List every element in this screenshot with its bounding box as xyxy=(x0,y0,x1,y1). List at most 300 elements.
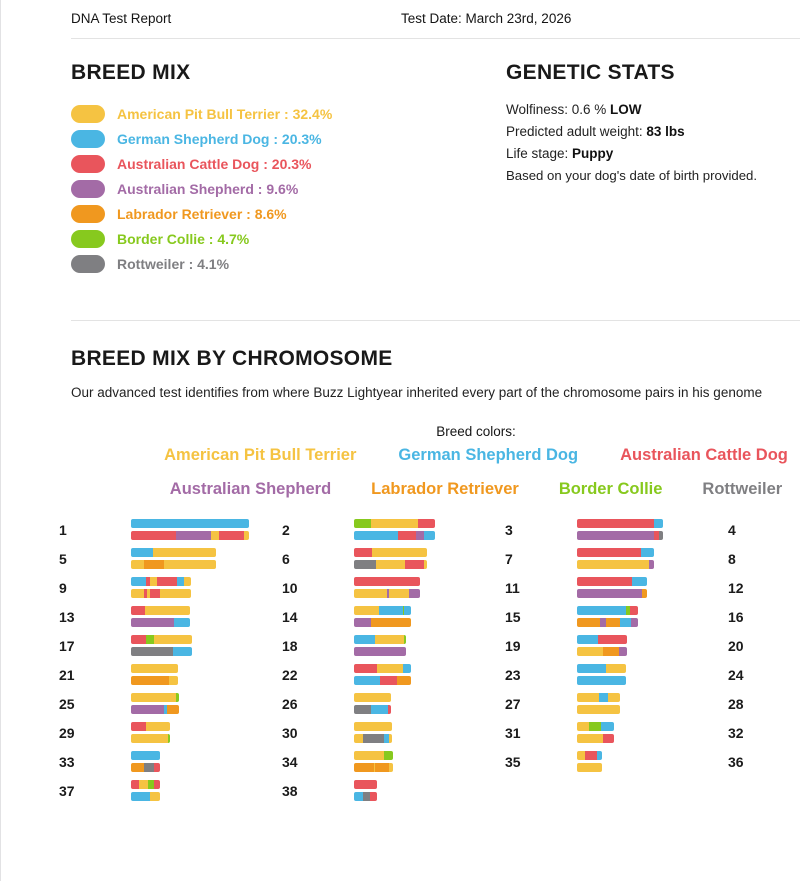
chromosome-37 xyxy=(59,780,282,801)
bar-segment-blue xyxy=(577,606,626,615)
chromosome-number: 35 xyxy=(505,753,521,770)
bar-segment-green xyxy=(146,635,154,644)
legend-breed-rottweiler: Rottweiler xyxy=(702,480,783,498)
chromosome-number: 3 xyxy=(505,521,513,538)
bar-segment-yellow xyxy=(154,635,192,644)
chromosome-number: 4 xyxy=(728,521,736,538)
report-header xyxy=(1,0,800,27)
bar-segment-red xyxy=(131,531,176,540)
bar-segment-yellow xyxy=(372,548,427,557)
chromosome-bar-pair xyxy=(577,577,647,598)
bar-segment-blue xyxy=(131,751,160,760)
bar-segment-gray xyxy=(363,734,384,743)
chromosome-4 xyxy=(728,519,800,540)
chromosome-bar-top xyxy=(354,635,406,644)
test-date: Test Date: March 23rd, 2026 xyxy=(401,11,572,26)
bar-segment-red xyxy=(154,763,160,772)
chromosome-bar-bottom xyxy=(131,618,190,627)
bar-segment-yellow xyxy=(164,560,216,569)
bar-segment-red xyxy=(154,780,160,789)
chromosome-description: Our advanced test identifies from where Buzz Lightyear inherited every part of the chromosome pairs in his genome xyxy=(71,385,763,400)
chromosome-heading: BREED MIX BY CHROMOSOME xyxy=(71,347,393,370)
bar-segment-yellow xyxy=(354,589,387,598)
chromosome-bar-bottom xyxy=(354,531,435,540)
chromosome-24 xyxy=(728,664,800,685)
bar-segment-purple xyxy=(176,531,211,540)
bar-segment-blue xyxy=(577,635,598,644)
chromosome-number: 10 xyxy=(282,579,298,596)
chromosome-number: 17 xyxy=(59,637,75,654)
bar-segment-blue xyxy=(641,548,654,557)
chromosome-bar-top xyxy=(354,751,393,760)
bar-segment-red xyxy=(131,606,145,615)
bar-segment-blue xyxy=(379,606,403,615)
chromosome-bar-bottom xyxy=(131,676,178,685)
chromosome-bar-pair xyxy=(131,780,160,801)
chromosome-36 xyxy=(728,751,800,772)
chromosome-bar-bottom xyxy=(577,531,663,540)
chromosome-number: 22 xyxy=(282,666,298,683)
bar-segment-red xyxy=(577,519,654,528)
breed-mix-item-rottweiler xyxy=(71,251,506,276)
bar-segment-yellow xyxy=(354,722,392,731)
bar-segment-orange xyxy=(144,560,164,569)
breed-mix-item-australian-cattle-dog xyxy=(71,151,506,176)
bar-segment-purple xyxy=(631,618,638,627)
chromosome-3 xyxy=(505,519,728,540)
breed-colors-legend xyxy=(71,424,800,499)
chromosome-number: 29 xyxy=(59,724,75,741)
bar-segment-orange xyxy=(131,763,144,772)
chromosome-bar-top xyxy=(354,780,377,789)
bar-segment-yellow xyxy=(354,751,384,760)
bar-segment-yellow xyxy=(150,792,160,801)
breed-color-pill xyxy=(71,255,105,273)
stat-value: LOW xyxy=(610,102,642,117)
chromosome-bar-pair xyxy=(131,577,191,598)
bar-segment-blue xyxy=(403,664,411,673)
chromosome-29 xyxy=(59,722,282,743)
chromosome-bar-pair xyxy=(131,548,216,569)
bar-segment-green xyxy=(176,693,179,702)
bar-segment-blue xyxy=(354,531,398,540)
chromosome-number: 32 xyxy=(728,724,744,741)
chromosome-bar-pair xyxy=(577,519,663,540)
chromosome-31 xyxy=(505,722,728,743)
summary-section xyxy=(1,39,800,276)
legend-breed-australian-cattle-dog: Australian Cattle Dog xyxy=(620,446,788,464)
bar-segment-blue xyxy=(597,751,602,760)
bar-segment-blue xyxy=(632,577,647,586)
bar-segment-yellow xyxy=(169,676,178,685)
chromosome-number: 26 xyxy=(282,695,298,712)
chromosome-number: 5 xyxy=(59,550,67,567)
chromosome-number: 11 xyxy=(505,579,520,596)
chromosome-bar-top xyxy=(577,635,627,644)
chromosome-number: 25 xyxy=(59,695,75,712)
breed-mix-item-labrador-retriever xyxy=(71,201,506,226)
genetic-stats-panel xyxy=(506,61,800,276)
bar-segment-yellow xyxy=(354,734,363,743)
chromosome-bar-bottom xyxy=(131,560,216,569)
bar-segment-gray xyxy=(363,792,370,801)
chromosome-bar-pair xyxy=(577,693,620,714)
breed-colors-row-1 xyxy=(71,446,800,465)
chromosome-bar-bottom xyxy=(131,792,160,801)
bar-segment-yellow xyxy=(145,606,190,615)
chromosome-number: 14 xyxy=(282,608,298,625)
bar-segment-orange xyxy=(354,763,374,772)
stat-value: 83 lbs xyxy=(646,124,685,139)
breed-mix-item-australian-shepherd xyxy=(71,176,506,201)
chromosome-bar-top xyxy=(131,519,249,528)
bar-segment-purple xyxy=(354,618,371,627)
chromosome-9 xyxy=(59,577,282,598)
chromosome-35 xyxy=(505,751,728,772)
chromosome-bar-bottom xyxy=(577,560,654,569)
bar-segment-green xyxy=(354,519,371,528)
chromosome-bar-pair xyxy=(577,606,638,627)
chromosome-bar-pair xyxy=(131,664,178,685)
report-title: DNA Test Report xyxy=(71,11,172,26)
chromosome-5 xyxy=(59,548,282,569)
bar-segment-purple xyxy=(354,647,406,656)
bar-segment-yellow xyxy=(577,705,620,714)
chromosome-number: 18 xyxy=(282,637,298,654)
bar-segment-blue xyxy=(601,722,614,731)
chromosome-number: 21 xyxy=(59,666,75,683)
chromosome-26 xyxy=(282,693,505,714)
chromosome-bar-top xyxy=(131,664,178,673)
bar-segment-yellow xyxy=(131,734,168,743)
bar-segment-yellow xyxy=(146,722,170,731)
bar-segment-yellow xyxy=(153,548,216,557)
chromosome-bar-pair xyxy=(131,519,249,540)
bar-segment-yellow xyxy=(354,606,379,615)
bar-segment-yellow xyxy=(375,635,404,644)
bar-segment-yellow xyxy=(577,647,603,656)
chromosome-bar-pair xyxy=(131,751,160,772)
chromosome-bar-top xyxy=(131,693,179,702)
chromosome-bar-bottom xyxy=(577,705,620,714)
stat-value: Puppy xyxy=(572,146,614,161)
bar-segment-yellow xyxy=(424,560,427,569)
breed-mix-label: Rottweiler : 4.1% xyxy=(117,255,230,272)
bar-segment-yellow xyxy=(371,519,418,528)
chromosome-bar-bottom xyxy=(131,705,179,714)
chromosome-number: 8 xyxy=(728,550,736,567)
bar-segment-orange xyxy=(603,647,619,656)
legend-breed-australian-shepherd: Australian Shepherd xyxy=(169,480,332,498)
chromosome-number: 37 xyxy=(59,782,75,799)
breed-mix-item-border-collie xyxy=(71,226,506,251)
chromosome-bar-bottom xyxy=(354,560,427,569)
bar-segment-red xyxy=(603,734,614,743)
breed-mix-label: American Pit Bull Terrier : 32.4% xyxy=(117,105,333,122)
chromosome-bar-top xyxy=(131,635,192,644)
bar-segment-red xyxy=(418,519,435,528)
breed-mix-item-american-pit-bull-terrier xyxy=(71,101,506,126)
chromosome-7 xyxy=(505,548,728,569)
bar-segment-yellow xyxy=(150,577,157,586)
chromosome-number: 19 xyxy=(505,637,521,654)
chromosome-bar-bottom xyxy=(131,589,191,598)
bar-segment-green xyxy=(384,751,393,760)
chromosome-38 xyxy=(282,780,505,801)
chromosome-bar-pair xyxy=(131,635,192,656)
bar-segment-red xyxy=(370,792,377,801)
chromosome-bar-pair xyxy=(354,751,393,772)
bar-segment-red xyxy=(354,577,420,586)
chromosome-bar-pair xyxy=(131,606,190,627)
chromosome-32 xyxy=(728,722,800,743)
chromosome-bar-top xyxy=(577,722,614,731)
bar-segment-orange xyxy=(606,618,620,627)
bar-segment-red xyxy=(354,664,377,673)
chromosome-number: 36 xyxy=(728,753,744,770)
legend-breed-german-shepherd-dog: German Shepherd Dog xyxy=(398,446,579,464)
breed-color-pill xyxy=(71,230,105,248)
bar-segment-red xyxy=(398,531,416,540)
legend-breed-border-collie: Border Collie xyxy=(558,480,663,498)
bar-segment-red xyxy=(150,589,160,598)
bar-segment-purple xyxy=(619,647,627,656)
chromosome-bar-pair xyxy=(354,635,406,656)
breed-mix-label: Australian Cattle Dog : 20.3% xyxy=(117,155,312,172)
chromosome-33 xyxy=(59,751,282,772)
bar-segment-orange xyxy=(375,763,389,772)
chromosome-number: 1 xyxy=(59,521,67,538)
bar-segment-yellow xyxy=(608,693,620,702)
bar-segment-yellow xyxy=(377,664,403,673)
chromosome-bar-pair xyxy=(354,780,377,801)
chromosome-bar-pair xyxy=(131,722,170,743)
bar-segment-yellow xyxy=(131,693,176,702)
chromosome-15 xyxy=(505,606,728,627)
chromosome-bar-pair xyxy=(354,548,427,569)
chromosome-30 xyxy=(282,722,505,743)
chromosome-bar-top xyxy=(577,606,638,615)
chromosome-8 xyxy=(728,548,800,569)
chromosome-bar-pair xyxy=(354,577,420,598)
chromosome-2 xyxy=(282,519,505,540)
chromosome-bar-bottom xyxy=(577,734,614,743)
breed-mix-item-german-shepherd-dog xyxy=(71,126,506,151)
chromosome-number: 6 xyxy=(282,550,290,567)
chromosome-19 xyxy=(505,635,728,656)
bar-segment-red xyxy=(388,705,391,714)
bar-segment-red xyxy=(157,577,177,586)
chromosome-bar-bottom xyxy=(131,531,249,540)
chromosome-17 xyxy=(59,635,282,656)
bar-segment-red xyxy=(131,780,139,789)
genetic-stats-heading: GENETIC STATS xyxy=(506,61,675,84)
chromosome-bar-top xyxy=(354,722,392,731)
bar-segment-yellow xyxy=(184,577,191,586)
chromosome-23 xyxy=(505,664,728,685)
bar-segment-yellow xyxy=(354,693,391,702)
bar-segment-blue xyxy=(354,792,363,801)
bar-segment-blue xyxy=(131,519,249,528)
bar-segment-yellow xyxy=(577,751,585,760)
bar-segment-red xyxy=(585,751,597,760)
breed-color-pill xyxy=(71,130,105,148)
chromosome-bar-bottom xyxy=(354,647,406,656)
bar-segment-green xyxy=(168,734,170,743)
legend-breed-labrador-retriever: Labrador Retriever xyxy=(371,480,519,498)
breed-color-pill xyxy=(71,205,105,223)
chromosome-bar-bottom xyxy=(354,705,391,714)
chromosome-bar-pair xyxy=(354,722,392,743)
chromosome-34 xyxy=(282,751,505,772)
bar-segment-blue xyxy=(354,676,380,685)
chromosome-27 xyxy=(505,693,728,714)
bar-segment-yellow xyxy=(131,664,178,673)
bar-segment-red xyxy=(380,676,397,685)
chromosome-bar-top xyxy=(354,577,420,586)
bar-segment-blue xyxy=(131,577,146,586)
bar-segment-purple xyxy=(131,618,174,627)
chromosome-bar-pair xyxy=(577,751,602,772)
bar-segment-orange xyxy=(131,676,169,685)
stat-label: Life stage: xyxy=(506,146,573,161)
chromosome-bar-bottom xyxy=(354,792,377,801)
bar-segment-blue xyxy=(599,693,608,702)
chromosome-bar-pair xyxy=(131,693,179,714)
chromosome-number: 2 xyxy=(282,521,290,538)
chromosome-bar-top xyxy=(131,722,170,731)
bar-segment-blue xyxy=(620,618,631,627)
bar-segment-orange xyxy=(397,676,411,685)
chromosome-bar-top xyxy=(577,519,663,528)
bar-segment-purple xyxy=(649,560,654,569)
chromosome-bar-bottom xyxy=(577,763,602,772)
chromosome-bar-pair xyxy=(577,548,654,569)
chromosome-bar-pair xyxy=(577,664,626,685)
bar-segment-orange xyxy=(371,618,411,627)
chromosome-number: 23 xyxy=(505,666,521,683)
chromosome-25 xyxy=(59,693,282,714)
chromosome-bar-top xyxy=(577,751,602,760)
chromosome-bar-top xyxy=(131,606,190,615)
bar-segment-yellow xyxy=(139,780,148,789)
breed-mix-panel xyxy=(71,61,506,276)
bar-segment-blue xyxy=(177,577,184,586)
chromosome-6 xyxy=(282,548,505,569)
chromosome-number: 28 xyxy=(728,695,744,712)
breed-mix-label: German Shepherd Dog : 20.3% xyxy=(117,130,322,147)
bar-segment-red xyxy=(354,548,372,557)
chromosome-22 xyxy=(282,664,505,685)
chromosome-bar-top xyxy=(577,693,620,702)
bar-segment-purple xyxy=(577,531,654,540)
chromosome-grid xyxy=(59,519,800,801)
chromosome-bar-bottom xyxy=(354,676,411,685)
chromosome-bar-pair xyxy=(354,693,391,714)
chromosome-number: 33 xyxy=(59,753,75,770)
bar-segment-yellow xyxy=(577,734,603,743)
bar-segment-blue xyxy=(577,676,626,685)
bar-segment-orange xyxy=(577,618,600,627)
bar-segment-blue xyxy=(404,606,411,615)
chromosome-bar-bottom xyxy=(131,763,160,772)
bar-segment-orange xyxy=(167,705,179,714)
chromosome-number: 7 xyxy=(505,550,513,567)
chromosome-bar-bottom xyxy=(577,647,627,656)
stat-label: Predicted adult weight: xyxy=(506,124,647,139)
bar-segment-yellow xyxy=(244,531,249,540)
bar-segment-green xyxy=(589,722,601,731)
breed-color-pill xyxy=(71,180,105,198)
chromosome-bar-top xyxy=(577,548,654,557)
bar-segment-blue xyxy=(354,635,375,644)
chromosome-14 xyxy=(282,606,505,627)
bar-segment-yellow xyxy=(376,560,405,569)
bar-segment-yellow xyxy=(577,693,599,702)
bar-segment-red xyxy=(131,722,146,731)
chromosome-bar-pair xyxy=(354,519,435,540)
breed-mix-label: Australian Shepherd : 9.6% xyxy=(117,180,299,197)
chromosome-number: 16 xyxy=(728,608,744,625)
chromosome-bar-top xyxy=(131,751,160,760)
genetic-stat-row xyxy=(506,99,800,121)
bar-segment-gray xyxy=(354,705,371,714)
bar-segment-green xyxy=(404,635,406,644)
chromosome-number: 15 xyxy=(505,608,521,625)
chromosome-bar-top xyxy=(354,548,427,557)
chromosome-bar-bottom xyxy=(354,618,411,627)
chromosome-bar-bottom xyxy=(354,589,420,598)
bar-segment-yellow xyxy=(131,589,144,598)
chromosome-20 xyxy=(728,635,800,656)
bar-segment-yellow xyxy=(389,763,393,772)
chromosome-10 xyxy=(282,577,505,598)
breed-mix-label: Labrador Retriever : 8.6% xyxy=(117,205,287,222)
bar-segment-red xyxy=(131,635,146,644)
chromosome-bar-top xyxy=(354,664,411,673)
bar-segment-blue xyxy=(371,705,388,714)
genetic-stat-row xyxy=(506,143,800,165)
chromosome-number: 20 xyxy=(728,637,744,654)
bar-segment-red xyxy=(577,577,632,586)
chromosome-bar-pair xyxy=(354,664,411,685)
chromosome-bar-top xyxy=(577,577,647,586)
bar-segment-yellow xyxy=(389,589,409,598)
chromosome-number: 31 xyxy=(505,724,521,741)
bar-segment-yellow xyxy=(131,560,144,569)
chromosome-number: 12 xyxy=(728,579,744,596)
bar-segment-blue xyxy=(577,664,606,673)
bar-segment-red xyxy=(598,635,627,644)
bar-segment-yellow xyxy=(577,560,649,569)
dna-report-page xyxy=(1,0,800,801)
bar-segment-gray xyxy=(144,763,154,772)
chromosome-21 xyxy=(59,664,282,685)
legend-breed-american-pit-bull-terrier: American Pit Bull Terrier xyxy=(164,446,357,464)
chromosome-bar-bottom xyxy=(354,734,392,743)
chromosome-bar-top xyxy=(354,519,435,528)
bar-segment-blue xyxy=(131,548,153,557)
chromosome-number: 13 xyxy=(59,608,75,625)
breed-mix-label: Border Collie : 4.7% xyxy=(117,230,250,247)
chromosome-bar-top xyxy=(131,577,191,586)
chromosome-bar-bottom xyxy=(577,589,647,598)
chromosome-bar-top xyxy=(131,548,216,557)
bar-segment-blue xyxy=(174,618,190,627)
bar-segment-gray xyxy=(659,531,663,540)
bar-segment-purple xyxy=(409,589,420,598)
bar-segment-yellow xyxy=(606,664,626,673)
